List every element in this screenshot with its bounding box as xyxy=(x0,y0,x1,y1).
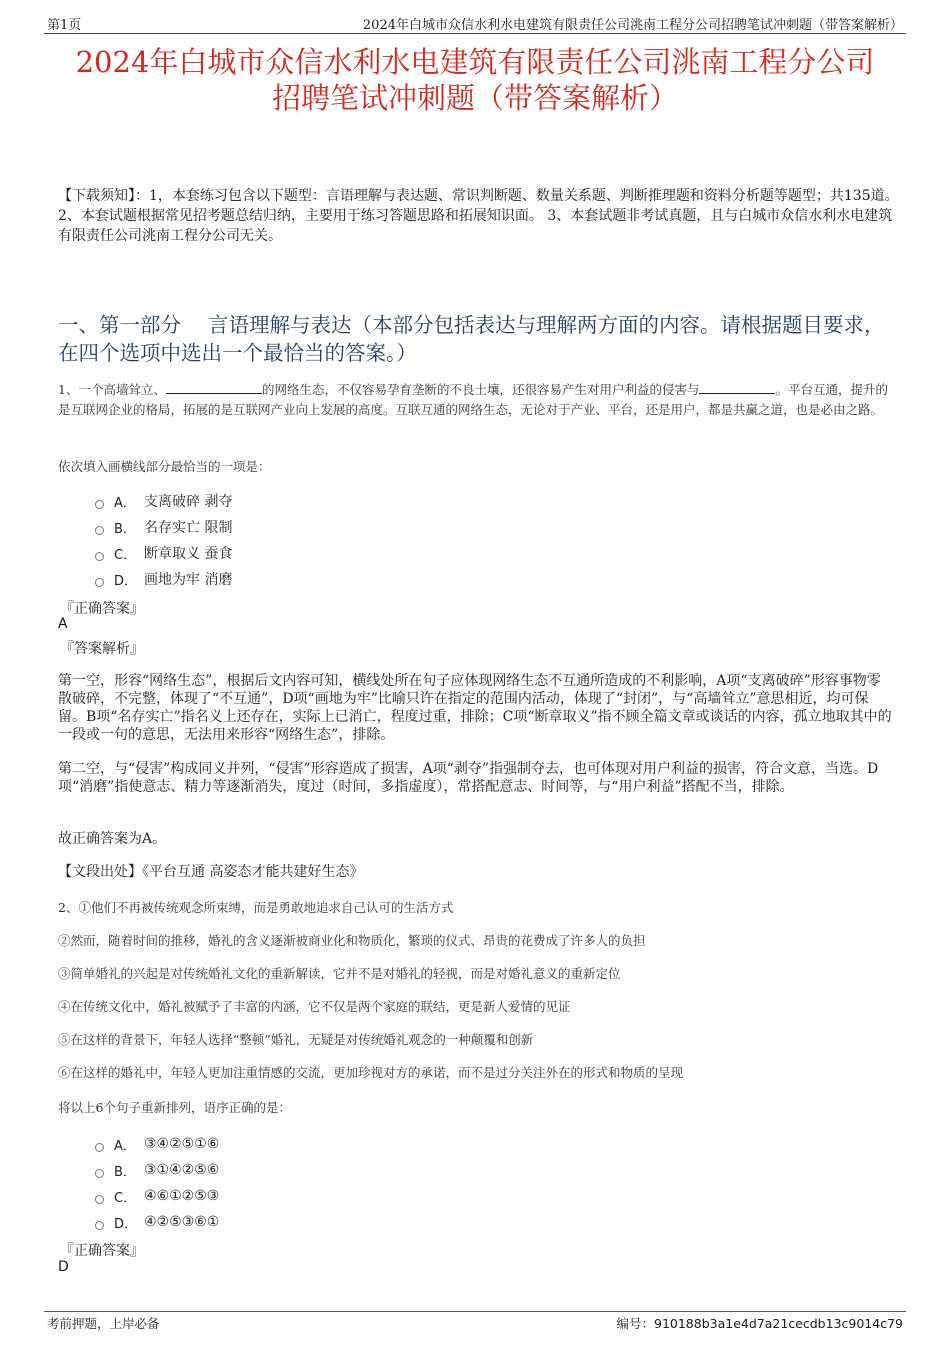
q2-option-b[interactable] xyxy=(95,1157,219,1183)
header-divider xyxy=(44,33,906,34)
q1-text-a: 1、一个高墙耸立、 xyxy=(58,382,166,397)
q1-blank-2 xyxy=(699,380,775,394)
q1-option-b[interactable] xyxy=(95,514,232,540)
radio-icon[interactable] xyxy=(95,1221,104,1230)
option-text: ③④②⑤①⑥ xyxy=(144,1136,220,1152)
option-text: 断章取义 蚕食 xyxy=(144,546,233,562)
radio-icon[interactable] xyxy=(95,1169,104,1178)
option-text: 画地为牢 消磨 xyxy=(144,572,233,588)
q1-option-c[interactable] xyxy=(95,540,232,566)
q1-text-c: 。平台互通，提升的是互联网企业的格局，拓展的是互联网产业向上发展的高度。互联互通的网络生态，无论对于产业、平台，还是用户，都是共赢之道，也是必由之路。 xyxy=(58,382,888,417)
option-letter: D． xyxy=(114,1216,138,1232)
q1-text-b: 的网络生态，不仅容易孕育垄断的不良土壤，还很容易产生对用户利益的侵害与 xyxy=(261,382,700,397)
option-text: ③①④②⑤⑥ xyxy=(144,1162,220,1178)
q2-answer: D xyxy=(58,1259,69,1275)
q1-analysis-label: 『答案解析』 xyxy=(60,641,144,657)
radio-icon[interactable] xyxy=(95,578,104,587)
radio-icon[interactable] xyxy=(95,526,104,535)
option-letter: C． xyxy=(114,547,137,563)
q1-answer: A xyxy=(58,616,68,632)
q2-option-d[interactable] xyxy=(95,1209,219,1235)
page-title-line-2: 招聘笔试冲刺题（带答案解析） xyxy=(271,81,678,115)
q2-answer-label: 『正确答案』 xyxy=(60,1243,144,1259)
q1-option-d[interactable] xyxy=(95,566,232,592)
serial-label: 编号： xyxy=(616,1316,654,1331)
q2-sentence-3: ③简单婚礼的兴起是对传统婚礼文化的重新解读，它并不是对婚礼的轻视，而是对婚礼意义的重新定位 xyxy=(58,966,621,981)
question-2-options xyxy=(95,1131,219,1235)
radio-icon[interactable] xyxy=(95,500,104,509)
page-title-line-1: 2024年白城市众信水利水电建筑有限责任公司洮南工程分公司 xyxy=(75,45,875,79)
option-letter: A． xyxy=(114,1138,136,1154)
q2-sentence-4: ④在传统文化中，婚礼被赋予了丰富的内涵，它不仅是两个家庭的联结，更是新人爱情的见证 xyxy=(58,999,571,1014)
question-2-prompt: 将以上6个句子重新排列，语序正确的是： xyxy=(58,1100,291,1115)
serial-number: 910188b3a1e4d7a21cecdb13c9014c79 xyxy=(654,1316,903,1331)
option-letter: B． xyxy=(114,1164,136,1180)
option-letter: C． xyxy=(114,1190,137,1206)
radio-icon[interactable] xyxy=(95,1195,104,1204)
q2-sentence-2: ②然而，随着时间的推移，婚礼的含义逐渐被商业化和物质化，繁琐的仪式、昂贵的花费成了许多人的负担 xyxy=(58,933,646,948)
option-letter: D． xyxy=(114,573,138,589)
footer-slogan: 考前押题，上岸必备 xyxy=(47,1316,160,1331)
q2-option-a[interactable] xyxy=(95,1131,219,1157)
header-doc-title: 2024年白城市众信水利水电建筑有限责任公司洮南工程分公司招聘笔试冲刺题（带答案解析） xyxy=(362,18,903,33)
q2-option-c[interactable] xyxy=(95,1183,219,1209)
option-letter: A． xyxy=(114,495,136,511)
q1-source: 【文段出处】《平台互通 高姿态才能共建好生态》 xyxy=(58,864,364,880)
question-1-options xyxy=(95,488,232,592)
option-text: ④⑥①②⑤③ xyxy=(144,1188,220,1204)
page-number: 第1页 xyxy=(47,18,82,33)
option-letter: B． xyxy=(114,521,136,537)
q1-analysis-paragraph-1: 第一空，形容“网络生态”，根据后文内容可知，横线处所在句子应体现网络生态不互通所造成的不利影响，A项“支离破碎”形容事物零散破碎，不完整，体现了“不互通”，D项“画地为牢”比喻只许在指定的范围内活动，体现了“封闭”，与“高墙耸立”意思相近，均可保留。B项“名存实亡”指名义上还存在，实际上已消亡，程度过重，排除；C项“断章取义”指不顾全篇文章或谈话的内容，孤立地取其中的一段或一句的意思，无法用来形容“网络生态”，排除。 xyxy=(58,673,892,743)
option-text: 名存实亡 限制 xyxy=(144,520,233,536)
download-notice: 【下载须知】：1，本套练习包含以下题型：言语理解与表达题、常识判断题、数量关系题、判断推理题和资料分析题等题型；共135道。 2、本套试题根据常见招考题总结归纳，主要用于练习答题思路和拓展知识面。 3、本套试题非考试真题，且与白城市众信水利水电建筑有限责任公司洮南工程分公司无关。 xyxy=(58,188,899,244)
q1-answer-label: 『正确答案』 xyxy=(60,601,144,617)
question-1-prompt: 依次填入画横线部分最恰当的一项是： xyxy=(58,459,271,474)
radio-icon[interactable] xyxy=(95,1143,104,1152)
footer-divider xyxy=(44,1311,906,1312)
section-heading: 一、第一部分 言语理解与表达（本部分包括表达与理解两方面的内容。请根据题目要求，在四个选项中选出一个最恰当的答案。） xyxy=(58,313,885,365)
question-1-stem xyxy=(58,380,898,420)
page-title xyxy=(40,44,910,116)
footer-serial xyxy=(616,1314,903,1332)
q2-sentence-1: 2、①他们不再被传统观念所束缚，而是勇敢地追求自己认可的生活方式 xyxy=(58,900,454,915)
q2-sentence-6: ⑥在这样的婚礼中，年轻人更加注重情感的交流，更加珍视对方的承诺，而不是过分关注外在的形式和物质的呈现 xyxy=(58,1065,684,1080)
q1-option-a[interactable] xyxy=(95,488,232,514)
option-text: 支离破碎 剥夺 xyxy=(144,494,233,510)
q1-conclusion: 故正确答案为A。 xyxy=(58,831,167,847)
q1-analysis-paragraph-2: 第二空，与“侵害”构成同义并列，“侵害”形容造成了损害，A项“剥夺”指强制夺去，也可体现对用户利益的损害，符合文意，当选。D项“消磨”指使意志、精力等逐渐消失，度过（时间，多指虚度），常搭配意志、时间等，与“用户利益”搭配不当，排除。 xyxy=(58,761,879,795)
option-text: ④②⑤③⑥① xyxy=(144,1214,220,1230)
q2-sentence-5: ⑤在这样的背景下，年轻人选择“整顿”婚礼，无疑是对传统婚礼观念的一种颠覆和创新 xyxy=(58,1032,534,1047)
radio-icon[interactable] xyxy=(95,552,104,561)
q1-blank-1 xyxy=(166,380,262,394)
